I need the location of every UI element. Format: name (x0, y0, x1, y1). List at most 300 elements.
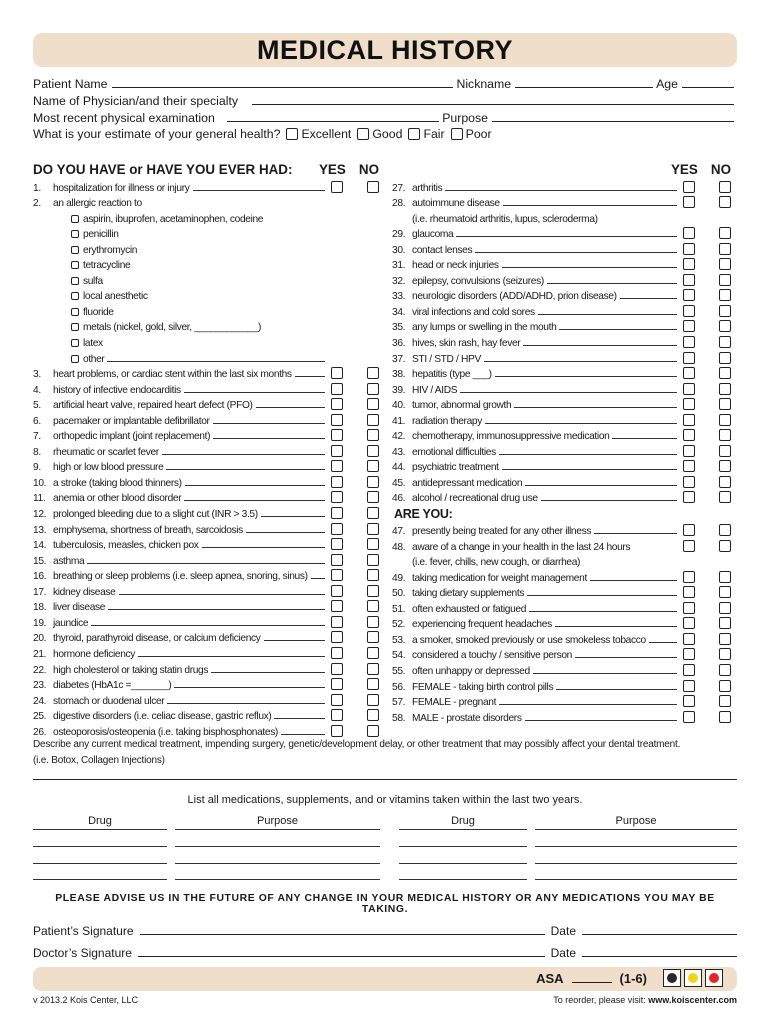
answer-line[interactable] (295, 375, 325, 377)
answer-line[interactable] (503, 204, 677, 206)
no-checkbox[interactable] (367, 538, 379, 550)
question-number: 9. (33, 462, 41, 474)
asa-label: ASA (536, 971, 564, 986)
yes-checkbox[interactable] (331, 460, 343, 472)
yellow-light-icon[interactable] (684, 969, 702, 987)
question-number: 50. (392, 588, 406, 600)
yes-checkbox[interactable] (683, 289, 695, 301)
question-text: antidepressant medication (412, 477, 523, 489)
question-number: 22. (33, 664, 47, 676)
allergy-checkbox[interactable] (71, 277, 79, 285)
no-checkbox[interactable] (367, 678, 379, 690)
allergy-option[interactable] (33, 318, 385, 334)
no-checkbox[interactable] (719, 524, 731, 536)
answer-line[interactable] (456, 235, 677, 237)
no-checkbox[interactable] (719, 540, 731, 552)
answer-line[interactable] (514, 406, 677, 408)
allergy-option[interactable] (33, 225, 385, 241)
no-checkbox[interactable] (719, 491, 731, 503)
answer-line[interactable] (174, 686, 325, 688)
question-row (33, 567, 385, 583)
question-number: 41. (392, 415, 406, 427)
no-checkbox[interactable] (367, 694, 379, 706)
allergy-checkbox[interactable] (71, 323, 79, 331)
yes-checkbox[interactable] (683, 398, 695, 410)
yes-checkbox[interactable] (683, 571, 695, 583)
no-checkbox[interactable] (719, 274, 731, 286)
no-checkbox[interactable] (719, 695, 731, 707)
no-checkbox[interactable] (719, 664, 731, 676)
no-checkbox[interactable] (719, 571, 731, 583)
yes-checkbox[interactable] (331, 569, 343, 581)
question-row (33, 551, 385, 567)
drug-header-right: Drug (451, 815, 475, 827)
answer-line[interactable] (649, 641, 677, 643)
yes-checkbox[interactable] (331, 491, 343, 503)
yes-checkbox[interactable] (331, 647, 343, 659)
allergy-label: sulfa (83, 275, 103, 287)
answer-line[interactable] (185, 484, 325, 486)
no-checkbox[interactable] (367, 709, 379, 721)
no-checkbox[interactable] (367, 647, 379, 659)
physician-field[interactable] (252, 103, 734, 105)
section-title-have-had: DO YOU HAVE or HAVE YOU EVER HAD: (33, 161, 293, 177)
no-checkbox[interactable] (367, 663, 379, 675)
yes-checkbox[interactable] (331, 445, 343, 457)
nickname-field[interactable] (515, 86, 653, 88)
yes-checkbox[interactable] (683, 181, 695, 193)
no-checkbox[interactable] (719, 429, 731, 441)
answer-line[interactable] (91, 624, 325, 626)
yes-checkbox[interactable] (683, 352, 695, 364)
yes-checkbox[interactable] (331, 678, 343, 690)
question-text: often unhappy or depressed (412, 665, 530, 677)
question-number: 45. (392, 477, 406, 489)
yes-checkbox[interactable] (683, 540, 695, 552)
answer-line[interactable] (485, 422, 677, 424)
health-option-fair[interactable]: Fair (408, 127, 444, 141)
yes-checkbox[interactable] (683, 602, 695, 614)
patient-date-field[interactable] (582, 934, 737, 935)
no-checkbox[interactable] (367, 491, 379, 503)
no-checkbox[interactable] (367, 616, 379, 628)
medication-line[interactable] (535, 846, 737, 847)
health-option-good[interactable]: Good (357, 127, 402, 141)
title-bar (33, 33, 737, 67)
no-checkbox[interactable] (719, 181, 731, 193)
answer-line[interactable] (119, 593, 326, 595)
answer-line[interactable] (590, 579, 677, 581)
allergy-label: fluoride (83, 306, 114, 318)
no-checkbox[interactable] (367, 507, 379, 519)
yes-checkbox[interactable] (331, 383, 343, 395)
no-checkbox[interactable] (719, 243, 731, 255)
patient-info (33, 74, 737, 143)
question-number: 40. (392, 400, 406, 412)
yes-checkbox[interactable] (331, 694, 343, 706)
yes-checkbox[interactable] (331, 600, 343, 612)
answer-line[interactable] (460, 391, 677, 393)
yes-checkbox[interactable] (331, 554, 343, 566)
yes-checkbox[interactable] (331, 429, 343, 441)
yes-checkbox[interactable] (683, 429, 695, 441)
no-checkbox[interactable] (719, 602, 731, 614)
yes-checkbox[interactable] (331, 616, 343, 628)
question-text: a smoker, smoked previously or use smokeless tobacco (412, 634, 646, 646)
yes-checkbox[interactable] (683, 383, 695, 395)
answer-line[interactable] (525, 719, 677, 721)
yes-checkbox[interactable] (331, 398, 343, 410)
medication-line[interactable] (33, 879, 167, 880)
allergy-checkbox[interactable] (71, 355, 79, 363)
no-checkbox[interactable] (719, 305, 731, 317)
medication-line[interactable] (33, 846, 167, 847)
answer-line[interactable] (256, 406, 325, 408)
age-field[interactable] (682, 86, 734, 88)
no-checkbox[interactable] (367, 414, 379, 426)
asa-field[interactable] (572, 982, 612, 983)
question-text: artificial heart valve, repaired heart defect (PFO) (53, 400, 253, 412)
question-text: jaundice (53, 617, 89, 629)
answer-line[interactable] (594, 532, 677, 534)
patient-signature-field[interactable] (140, 934, 545, 935)
answer-line[interactable] (529, 610, 677, 612)
yes-checkbox[interactable] (331, 663, 343, 675)
left-question-column (33, 160, 385, 738)
no-checkbox[interactable] (719, 617, 731, 629)
question-row (392, 271, 737, 287)
answer-line[interactable] (138, 655, 325, 657)
allergy-option[interactable] (33, 209, 385, 225)
answer-line[interactable] (502, 266, 677, 268)
no-checkbox[interactable] (719, 320, 731, 332)
answer-line[interactable] (556, 688, 677, 690)
answer-line[interactable] (87, 562, 325, 564)
answer-line[interactable] (166, 468, 325, 470)
question-text: asthma (53, 555, 85, 567)
yes-checkbox[interactable] (331, 709, 343, 721)
yes-checkbox[interactable] (683, 336, 695, 348)
answer-line[interactable] (475, 251, 677, 253)
answer-line[interactable] (108, 608, 325, 610)
no-checkbox[interactable] (719, 352, 731, 364)
no-checkbox[interactable] (367, 523, 379, 535)
yes-checkbox[interactable] (683, 524, 695, 536)
allergy-option[interactable] (33, 287, 385, 303)
yes-header: YES (319, 161, 346, 177)
no-checkbox[interactable] (719, 414, 731, 426)
question-text: diabetes (HbA1c =_______) (53, 680, 172, 692)
no-checkbox[interactable] (719, 336, 731, 348)
question-number: 39. (392, 384, 406, 396)
reorder-footer (553, 995, 737, 1005)
answer-line[interactable] (162, 453, 325, 455)
yes-checkbox[interactable] (683, 491, 695, 503)
yes-checkbox[interactable] (331, 507, 343, 519)
answer-line[interactable] (495, 375, 677, 377)
answer-line[interactable] (193, 189, 325, 191)
medication-line[interactable] (535, 879, 737, 880)
answer-line[interactable] (264, 639, 325, 641)
allergy-option[interactable] (33, 333, 385, 349)
health-option-poor[interactable]: Poor (451, 127, 492, 141)
answer-line[interactable] (620, 297, 677, 299)
no-checkbox[interactable] (367, 554, 379, 566)
question-text: orthopedic implant (joint replacement) (53, 431, 211, 443)
yes-checkbox[interactable] (683, 664, 695, 676)
yes-checkbox[interactable] (683, 367, 695, 379)
question-text: presently being treated for any other illness (412, 526, 592, 538)
no-checkbox[interactable] (719, 289, 731, 301)
question-row (392, 646, 737, 662)
question-row (392, 473, 737, 489)
answer-line[interactable] (167, 702, 325, 704)
question-number: 48. (392, 541, 406, 553)
checkbox[interactable] (408, 128, 420, 140)
question-text: head or neck injuries (412, 260, 499, 272)
question-number: 43. (392, 446, 406, 458)
yes-checkbox[interactable] (331, 725, 343, 737)
question-row (33, 707, 385, 723)
question-text: high or low blood pressure (53, 462, 164, 474)
medication-line[interactable] (535, 863, 737, 864)
medication-line[interactable] (33, 863, 167, 864)
medication-line[interactable] (399, 829, 527, 830)
reorder-link[interactable]: www.koiscenter.com (648, 995, 737, 1005)
question-row (33, 427, 385, 443)
yes-checkbox[interactable] (683, 243, 695, 255)
question-note (392, 209, 737, 225)
medication-line[interactable] (175, 879, 380, 880)
yes-checkbox[interactable] (683, 476, 695, 488)
yes-checkbox[interactable] (683, 648, 695, 660)
no-checkbox[interactable] (719, 196, 731, 208)
checkbox[interactable] (451, 128, 463, 140)
medication-line[interactable] (399, 846, 527, 847)
doctor-date-field[interactable] (582, 956, 737, 957)
question-row (392, 396, 737, 412)
yes-checkbox[interactable] (683, 258, 695, 270)
answer-line[interactable] (502, 468, 677, 470)
answer-line[interactable] (575, 656, 677, 658)
other-allergy-line[interactable] (107, 360, 325, 362)
answer-line[interactable] (211, 671, 325, 673)
allergy-checkbox[interactable] (71, 230, 79, 238)
answer-line[interactable] (555, 625, 677, 627)
no-checkbox[interactable] (367, 181, 379, 193)
question-number: 55. (392, 665, 406, 677)
question-text: stomach or duodenal ulcer (53, 695, 165, 707)
allergy-checkbox[interactable] (71, 292, 79, 300)
checkbox[interactable] (286, 128, 298, 140)
medication-line[interactable] (399, 863, 527, 864)
no-checkbox[interactable] (367, 367, 379, 379)
question-number: 24. (33, 695, 47, 707)
answer-line[interactable] (213, 437, 325, 439)
answer-line[interactable] (533, 672, 677, 674)
no-checkbox[interactable] (719, 383, 731, 395)
question-text: hives, skin rash, hay fever (412, 338, 521, 350)
answer-line[interactable] (484, 360, 677, 362)
no-checkbox[interactable] (719, 460, 731, 472)
yes-checkbox[interactable] (331, 476, 343, 488)
answer-line[interactable] (499, 703, 677, 705)
no-checkbox[interactable] (719, 633, 731, 645)
yes-checkbox[interactable] (683, 680, 695, 692)
answer-line[interactable] (246, 531, 325, 533)
patient-name-field[interactable] (112, 86, 454, 88)
allergy-checkbox[interactable] (71, 246, 79, 254)
no-checkbox[interactable] (367, 631, 379, 643)
allergy-label: other (83, 353, 105, 365)
no-checkbox[interactable] (719, 227, 731, 239)
yes-checkbox[interactable] (683, 274, 695, 286)
describe-answer-line[interactable] (33, 779, 737, 780)
doctor-signature-field[interactable] (138, 956, 545, 957)
no-checkbox[interactable] (367, 569, 379, 581)
question-text: history of infective endocarditis (53, 384, 181, 396)
yes-checkbox[interactable] (683, 695, 695, 707)
question-number: 35. (392, 322, 406, 334)
yes-checkbox[interactable] (331, 523, 343, 535)
yes-checkbox[interactable] (331, 367, 343, 379)
question-text: thyroid, parathyroid disease, or calcium deficiency (53, 633, 261, 645)
allergy-option[interactable] (33, 271, 385, 287)
allergy-option[interactable] (33, 256, 385, 272)
answer-line[interactable] (559, 328, 677, 330)
answer-line[interactable] (274, 717, 325, 719)
medication-line[interactable] (535, 829, 737, 830)
yes-checkbox[interactable] (331, 585, 343, 597)
question-text: neurologic disorders (ADD/ADHD, prion disease) (412, 291, 617, 303)
allergy-option[interactable] (33, 302, 385, 318)
red-light-icon[interactable] (705, 969, 723, 987)
yes-checkbox[interactable] (331, 631, 343, 643)
answer-line[interactable] (538, 313, 677, 315)
no-checkbox[interactable] (367, 460, 379, 472)
question-text: taking dietary supplements (412, 588, 525, 600)
question-text: breathing or sleep problems (i.e. sleep apnea, snoring, sinus) (53, 571, 308, 583)
answer-line[interactable] (445, 189, 677, 191)
medication-line[interactable] (399, 879, 527, 880)
question-row (392, 178, 737, 194)
no-checkbox[interactable] (719, 367, 731, 379)
question-number: 47. (392, 526, 406, 538)
question-text: autoimmune disease (412, 198, 500, 210)
purpose-field[interactable] (492, 120, 734, 122)
answer-line[interactable] (525, 484, 677, 486)
answer-line[interactable] (184, 391, 325, 393)
allergy-checkbox[interactable] (71, 261, 79, 269)
no-checkbox[interactable] (719, 648, 731, 660)
yes-checkbox[interactable] (331, 538, 343, 550)
no-checkbox[interactable] (719, 711, 731, 723)
allergy-checkbox[interactable] (71, 339, 79, 347)
medication-line[interactable] (175, 846, 380, 847)
no-checkbox[interactable] (719, 445, 731, 457)
yes-checkbox[interactable] (683, 414, 695, 426)
answer-line[interactable] (527, 594, 677, 596)
answer-line[interactable] (612, 437, 677, 439)
health-option-excellent[interactable]: Excellent (286, 127, 351, 141)
yes-checkbox[interactable] (683, 305, 695, 317)
yes-checkbox[interactable] (683, 227, 695, 239)
no-checkbox[interactable] (367, 600, 379, 612)
answer-line[interactable] (499, 453, 677, 455)
yes-checkbox[interactable] (683, 445, 695, 457)
yes-checkbox[interactable] (683, 196, 695, 208)
no-checkbox[interactable] (719, 476, 731, 488)
answer-line[interactable] (541, 499, 677, 501)
medication-line[interactable] (175, 863, 380, 864)
no-checkbox[interactable] (719, 680, 731, 692)
yes-checkbox[interactable] (683, 320, 695, 332)
question-number: 34. (392, 306, 406, 318)
yes-checkbox[interactable] (683, 633, 695, 645)
yes-checkbox[interactable] (331, 181, 343, 193)
black-light-icon[interactable] (663, 969, 681, 987)
yes-checkbox[interactable] (331, 414, 343, 426)
allergy-checkbox[interactable] (71, 215, 79, 223)
no-checkbox[interactable] (367, 585, 379, 597)
question-number: 56. (392, 681, 406, 693)
right-question-column (392, 160, 737, 724)
question-number: 52. (392, 619, 406, 631)
no-checkbox[interactable] (367, 398, 379, 410)
question-row (392, 568, 737, 584)
answer-line[interactable] (281, 733, 325, 735)
answer-line[interactable] (547, 282, 677, 284)
no-checkbox[interactable] (719, 258, 731, 270)
question-text: pacemaker or implantable defibrillator (53, 415, 210, 427)
question-row (33, 458, 385, 474)
allergy-option[interactable] (33, 349, 385, 365)
yes-checkbox[interactable] (683, 711, 695, 723)
question-row (33, 489, 385, 505)
answer-line[interactable] (261, 515, 325, 517)
answer-line[interactable] (311, 577, 325, 579)
answer-line[interactable] (523, 344, 677, 346)
yes-checkbox[interactable] (683, 617, 695, 629)
no-checkbox[interactable] (367, 429, 379, 441)
answer-line[interactable] (213, 422, 325, 424)
question-number: 49. (392, 572, 406, 584)
yes-checkbox[interactable] (683, 586, 695, 598)
checkbox[interactable] (357, 128, 369, 140)
exam-field[interactable] (227, 120, 439, 122)
question-row (392, 225, 737, 241)
describe-treatment (33, 737, 737, 768)
allergy-option[interactable] (33, 240, 385, 256)
yes-checkbox[interactable] (683, 460, 695, 472)
no-checkbox[interactable] (719, 398, 731, 410)
asa-range: (1-6) (619, 971, 647, 986)
question-text: hospitalization for illness or injury (53, 182, 190, 194)
question-text: glaucoma (412, 229, 454, 241)
medication-line[interactable] (175, 829, 380, 830)
answer-line[interactable] (184, 499, 325, 501)
question-number: 17. (33, 586, 47, 598)
question-row (33, 411, 385, 427)
allergy-checkbox[interactable] (71, 308, 79, 316)
no-checkbox[interactable] (367, 383, 379, 395)
no-checkbox[interactable] (367, 725, 379, 737)
no-checkbox[interactable] (367, 476, 379, 488)
medication-line[interactable] (33, 829, 167, 830)
no-checkbox[interactable] (719, 586, 731, 598)
no-checkbox[interactable] (367, 445, 379, 457)
answer-line[interactable] (202, 546, 325, 548)
